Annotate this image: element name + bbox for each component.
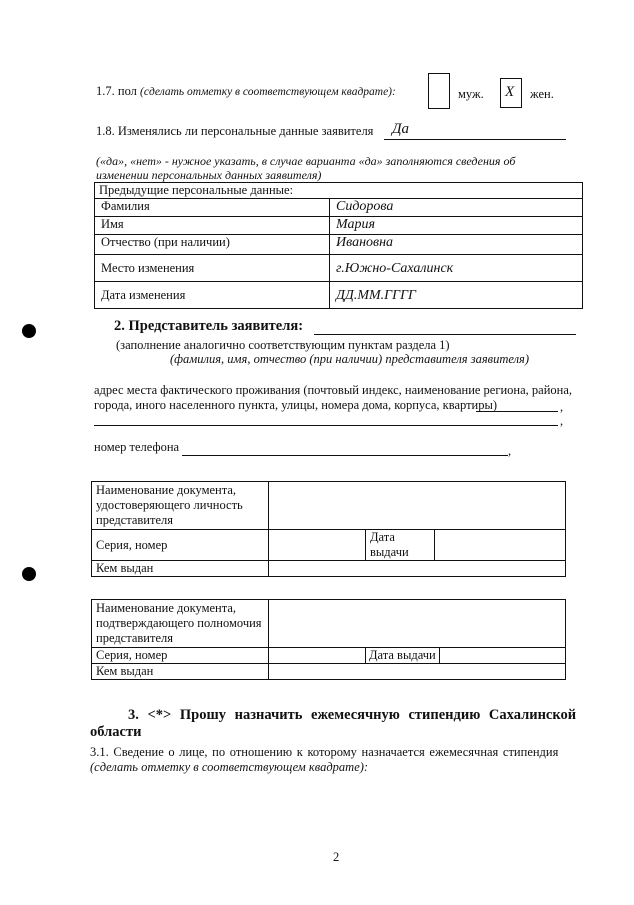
doc1-issued-label: Кем выдан bbox=[92, 561, 269, 577]
doc2-date-label: Дата выдачи bbox=[366, 648, 440, 664]
s18-answer[interactable]: Да bbox=[392, 121, 410, 137]
doc1-series-value[interactable] bbox=[269, 530, 366, 561]
female-mark: X bbox=[505, 84, 515, 100]
identity-doc-table bbox=[91, 481, 566, 577]
doc1-issued-value[interactable] bbox=[269, 561, 566, 577]
row-label-surname: Фамилия bbox=[95, 199, 330, 217]
s31-line-2: (сделать отметку в соответствующем квадрате): bbox=[90, 760, 369, 774]
doc2-series-value[interactable] bbox=[269, 648, 366, 664]
doc1-date-line-2: выдачи bbox=[370, 545, 409, 559]
doc1-name-label bbox=[92, 482, 269, 530]
doc1-name-line-1: Наименование документа, bbox=[96, 483, 237, 497]
doc1-name-value[interactable] bbox=[269, 482, 566, 530]
s18-label: 1.8. Изменялись ли персональные данные заявителя bbox=[96, 124, 374, 138]
s31-line-1: 3.1. Сведение о лице, по отношению к которому назначается ежемесячная стипендия bbox=[90, 745, 559, 759]
previous-data-header: Предыдущие персональные данные: bbox=[95, 183, 583, 199]
punch-hole-top bbox=[22, 324, 36, 338]
s3-heading-2: области bbox=[90, 724, 142, 740]
section-1-7 bbox=[96, 84, 396, 100]
phone-line[interactable] bbox=[182, 455, 508, 456]
row-label-place: Место изменения bbox=[95, 255, 330, 282]
punch-hole-bottom bbox=[22, 567, 36, 581]
phone-label: номер телефона bbox=[94, 440, 180, 454]
s2-sub1: (заполнение аналогично соответствующим пунктам раздела 1) bbox=[116, 338, 450, 352]
s17-note: (сделать отметку в соответствующем квадрате): bbox=[140, 86, 396, 98]
row-value-place[interactable]: г.Южно-Сахалинск bbox=[330, 255, 583, 282]
address-line-1[interactable] bbox=[476, 411, 558, 412]
doc2-name-line-1: Наименование документа, bbox=[96, 601, 237, 615]
row-label-patronymic: Отчество (при наличии) bbox=[95, 235, 330, 255]
page-number: 2 bbox=[333, 850, 340, 864]
s2-heading: 2. Представитель заявителя: bbox=[114, 318, 304, 334]
doc1-series-label: Серия, номер bbox=[92, 530, 269, 561]
male-checkbox[interactable] bbox=[428, 73, 450, 109]
s18-answer-line bbox=[384, 139, 566, 140]
doc2-name-label bbox=[92, 600, 269, 648]
doc2-series-label: Серия, номер bbox=[92, 648, 269, 664]
doc1-date-line-1: Дата bbox=[370, 530, 395, 544]
row-value-surname[interactable]: Сидорова bbox=[330, 199, 583, 217]
row-label-date: Дата изменения bbox=[95, 282, 330, 309]
doc1-date-value[interactable] bbox=[435, 530, 566, 561]
s3-heading-1: 3. <*> Прошу назначить ежемесячную стипендию Сахалинской bbox=[128, 707, 577, 723]
doc2-name-line-2: подтверждающего полномочия bbox=[96, 616, 262, 630]
doc1-name-line-3: представителя bbox=[96, 513, 173, 527]
address-line-2[interactable] bbox=[94, 425, 558, 426]
address-comma-2: , bbox=[560, 414, 564, 428]
s17-label: 1.7. пол bbox=[96, 84, 137, 98]
address-comma-1: , bbox=[560, 400, 564, 414]
row-label-name: Имя bbox=[95, 217, 330, 235]
s2-sub2: (фамилия, имя, отчество (при наличии) представителя заявителя) bbox=[170, 352, 530, 366]
row-value-name[interactable]: Мария bbox=[330, 217, 583, 235]
row-value-patronymic[interactable]: Ивановна bbox=[330, 235, 583, 255]
doc2-date-value[interactable] bbox=[439, 648, 565, 664]
s18-note-2: изменении персональных данных заявителя) bbox=[96, 168, 322, 182]
address-label-1: адрес места фактического проживания (почтовый индекс, наименование региона, района, bbox=[94, 383, 573, 397]
doc2-issued-label: Кем выдан bbox=[92, 664, 269, 680]
s18-note-1: («да», «нет» - нужное указать, в случае варианта «да» заполняются сведения об bbox=[96, 154, 516, 168]
doc1-date-label bbox=[366, 530, 435, 561]
phone-comma: , bbox=[508, 444, 512, 458]
female-label: жен. bbox=[530, 87, 554, 101]
doc2-name-value[interactable] bbox=[269, 600, 566, 648]
male-label: муж. bbox=[458, 87, 484, 101]
doc1-name-line-2: удостоверяющего личность bbox=[96, 498, 243, 512]
female-checkbox[interactable] bbox=[500, 78, 522, 108]
previous-data-table bbox=[94, 182, 583, 309]
address-label-2: города, иного населенного пункта, улицы, номера дома, корпуса, квартиры) bbox=[94, 398, 498, 412]
row-value-date[interactable]: ДД.ММ.ГГГГ bbox=[330, 282, 583, 309]
doc2-issued-value[interactable] bbox=[269, 664, 566, 680]
authority-doc-table bbox=[91, 599, 566, 680]
doc2-name-line-3: представителя bbox=[96, 631, 173, 645]
s2-name-line bbox=[314, 334, 576, 335]
